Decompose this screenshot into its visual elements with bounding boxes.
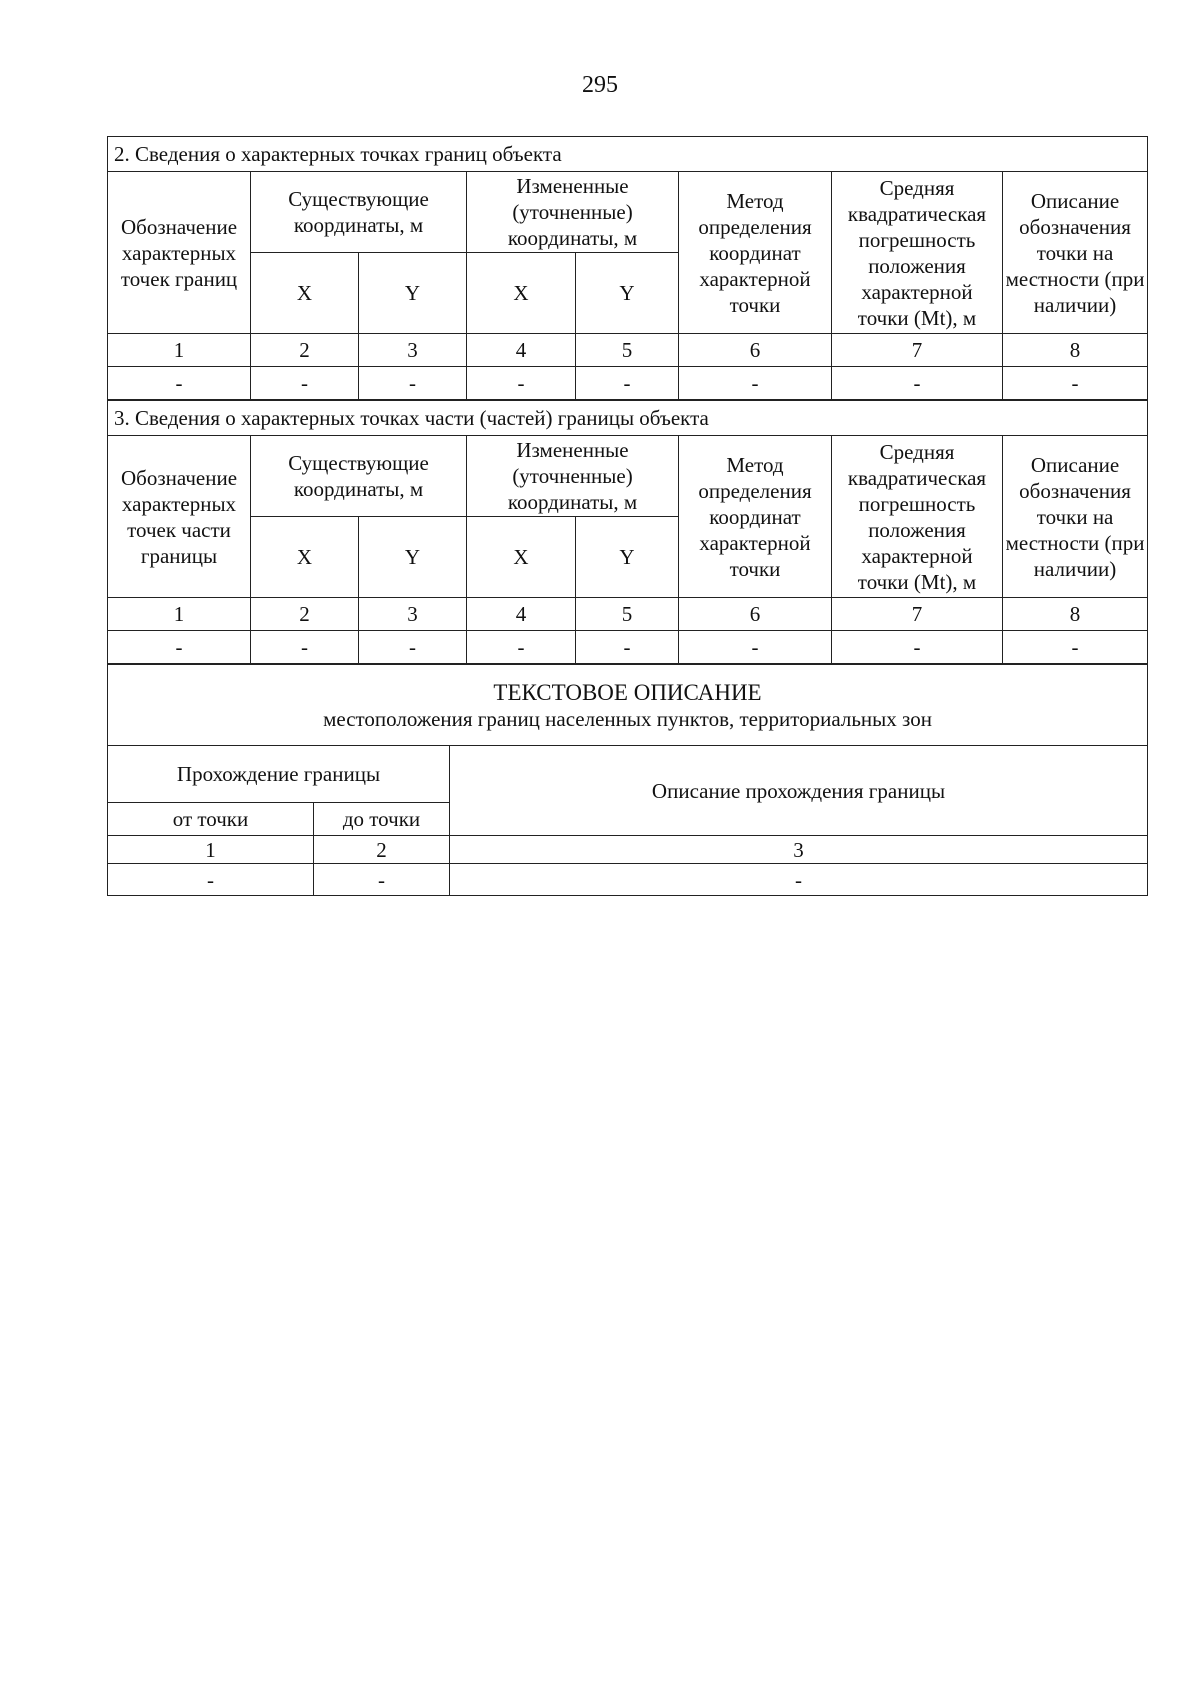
- existing-coords-header: Существующие координаты, м: [251, 172, 467, 253]
- column-number: 3: [359, 334, 467, 367]
- table-cell: -: [108, 864, 314, 896]
- method-header: Метод определения координат характерной точки: [679, 436, 832, 598]
- x-changed-header: X: [467, 253, 576, 334]
- table-cell: -: [679, 367, 832, 400]
- section2-title: 2. Сведения о характерных точках границ объекта: [108, 137, 1148, 172]
- from-point-header: от точки: [108, 803, 314, 836]
- x-changed-header: X: [467, 517, 576, 598]
- text-description-table: [107, 664, 1148, 896]
- column-number: 8: [1003, 598, 1148, 631]
- y-existing-header: Y: [359, 253, 467, 334]
- existing-coords-header: Существующие координаты, м: [251, 436, 467, 517]
- table-cell: -: [251, 631, 359, 664]
- column-number: 1: [108, 334, 251, 367]
- column-number: 7: [832, 334, 1003, 367]
- column-number: 5: [576, 334, 679, 367]
- column-numbers-row: [108, 334, 1148, 367]
- error-header: Средняя квадратическая погрешность положения характерной точки (Mt), м: [832, 436, 1003, 598]
- passage-description-header: Описание прохождения границы: [450, 746, 1148, 836]
- table-cell: -: [108, 367, 251, 400]
- changed-coords-header: Измененные (уточненные) координаты, м: [467, 172, 679, 253]
- table-row: [108, 367, 1148, 400]
- text-description-subtitle: местоположения границ населенных пунктов, территориальных зон: [323, 707, 932, 731]
- point-designation-header: Обозначение характерных точек границ: [108, 172, 251, 334]
- table-cell: -: [108, 631, 251, 664]
- column-number: 2: [251, 334, 359, 367]
- column-number: 6: [679, 334, 832, 367]
- section3-title: 3. Сведения о характерных точках части (частей) границы объекта: [108, 401, 1148, 436]
- column-numbers-row: [108, 598, 1148, 631]
- table-row: [108, 631, 1148, 664]
- column-number: 2: [251, 598, 359, 631]
- table-row: [108, 864, 1148, 896]
- table-cell: -: [251, 367, 359, 400]
- text-description-title: ТЕКСТОВОЕ ОПИСАНИЕ: [493, 680, 762, 705]
- column-number: 4: [467, 598, 576, 631]
- y-changed-header: Y: [576, 517, 679, 598]
- table-cell: -: [1003, 631, 1148, 664]
- table-cell: -: [467, 367, 576, 400]
- column-number: 6: [679, 598, 832, 631]
- table-cell: -: [450, 864, 1148, 896]
- table-cell: -: [314, 864, 450, 896]
- column-number: 1: [108, 598, 251, 631]
- description-header: Описание обозначения точки на местности (при наличии): [1003, 172, 1148, 334]
- text-description-heading: [108, 665, 1148, 746]
- table-cell: -: [576, 367, 679, 400]
- error-header: Средняя квадратическая погрешность положения характерной точки (Mt), м: [832, 172, 1003, 334]
- column-number: 7: [832, 598, 1003, 631]
- table-cell: -: [359, 367, 467, 400]
- table-cell: -: [467, 631, 576, 664]
- column-number: 1: [108, 836, 314, 864]
- column-number: 5: [576, 598, 679, 631]
- x-existing-header: X: [251, 517, 359, 598]
- y-existing-header: Y: [359, 517, 467, 598]
- column-number: 4: [467, 334, 576, 367]
- description-header: Описание обозначения точки на местности (при наличии): [1003, 436, 1148, 598]
- table-cell: -: [1003, 367, 1148, 400]
- table-cell: -: [359, 631, 467, 664]
- table-cell: -: [832, 631, 1003, 664]
- table-cell: -: [679, 631, 832, 664]
- column-number: 3: [450, 836, 1148, 864]
- column-number: 8: [1003, 334, 1148, 367]
- column-number: 2: [314, 836, 450, 864]
- passage-header: Прохождение границы: [108, 746, 450, 803]
- to-point-header: до точки: [314, 803, 450, 836]
- method-header: Метод определения координат характерной точки: [679, 172, 832, 334]
- page-number: 295: [582, 72, 618, 98]
- section2-table: [107, 136, 1148, 400]
- table-cell: -: [832, 367, 1003, 400]
- table-cell: -: [576, 631, 679, 664]
- section3-table: [107, 400, 1148, 664]
- x-existing-header: X: [251, 253, 359, 334]
- changed-coords-header: Измененные (уточненные) координаты, м: [467, 436, 679, 517]
- y-changed-header: Y: [576, 253, 679, 334]
- column-numbers-row: [108, 836, 1148, 864]
- point-designation-header: Обозначение характерных точек части границы: [108, 436, 251, 598]
- column-number: 3: [359, 598, 467, 631]
